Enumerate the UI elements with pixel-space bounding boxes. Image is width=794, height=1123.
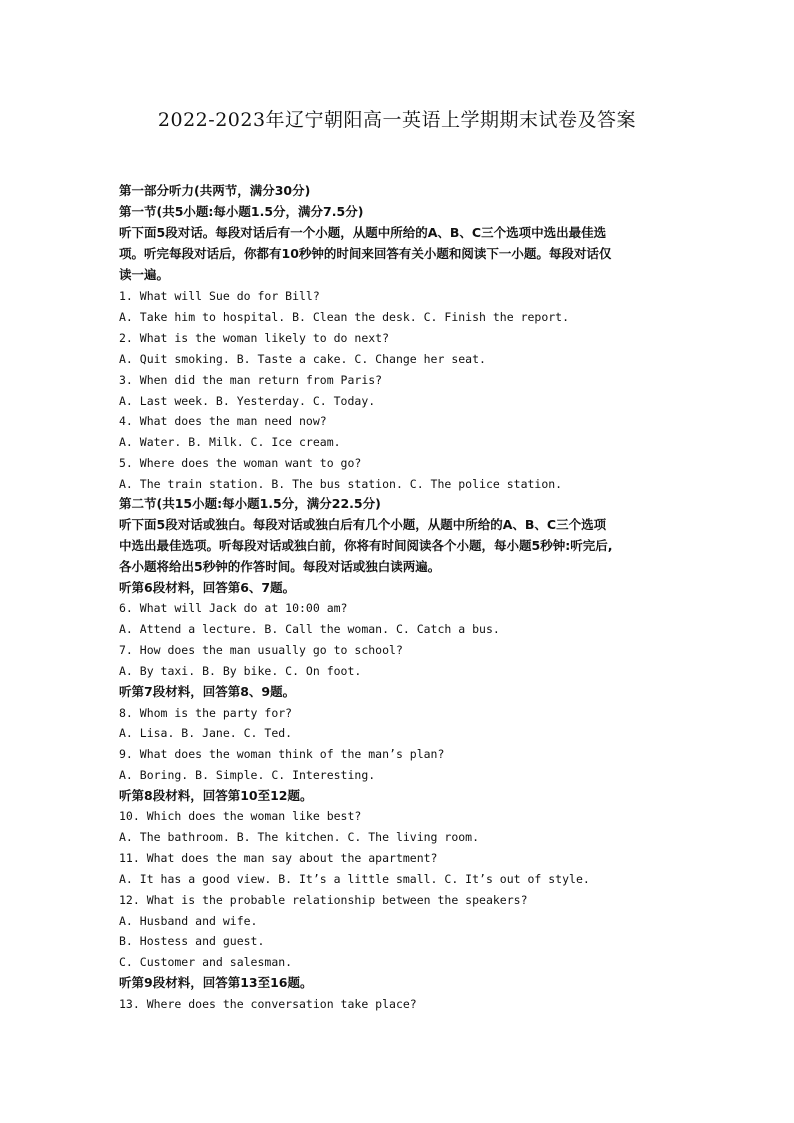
instruction-text: 听下面5段对话。每段对话后有一个小题，从题中所给的A、B、C三个选项中选出最佳选 [119,225,607,240]
answer-options: A. Last week. B. Yesterday. C. Today. [119,394,376,408]
instruction-text: 各小题将给出5秒钟的作答时间。每段对话或独白读两遍。 [119,559,441,574]
question: 3. When did the man return from Paris? [119,373,383,387]
material-heading: 听第8段材料，回答第10至12题。 [119,788,313,803]
answer-options: A. Quit smoking. B. Taste a cake. C. Change her seat. [119,352,486,366]
section-heading: 第一部分听力(共两节，满分30分) [119,183,311,198]
material-heading: 听第9段材料，回答第13至16题。 [119,975,313,990]
instruction-text: 中选出最佳选项。听每段对话或独白前，你将有时间阅读各个小题，每小题5秒钟:听完后, [119,538,613,553]
question: 5. Where does the woman want to go? [119,456,362,470]
instruction-text: 听下面5段对话或独白。每段对话或独白后有几个小题，从题中所给的A、B、C三个选项 [119,517,607,532]
instruction-text: 项。听完每段对话后，你都有10秒钟的时间来回答有关小题和阅读下一小题。每段对话仅 [119,246,612,261]
answer-options: A. Lisa. B. Jane. C. Ted. [119,726,293,740]
answer-options: A. Water. B. Milk. C. Ice cream. [119,435,341,449]
question: 11. What does the man say about the apartment? [119,851,438,865]
question: 10. Which does the woman like best? [119,809,362,823]
answer-option: B. Hostess and guest. [119,934,265,948]
answer-options: A. It has a good view. B. It’s a little small. C. It’s out of style. [119,872,590,886]
answer-options: A. Boring. B. Simple. C. Interesting. [119,768,376,782]
answer-options: A. Attend a lecture. B. Call the woman. C. Catch a bus. [119,622,500,636]
question: 4. What does the man need now? [119,414,327,428]
question: 7. How does the man usually go to school? [119,643,403,657]
instruction-text: 读一遍。 [119,267,170,282]
answer-options: A. The bathroom. B. The kitchen. C. The living room. [119,830,480,844]
question: 12. What is the probable relationship between the speakers? [119,893,528,907]
question: 9. What does the woman think of the man’s plan? [119,747,445,761]
question: 8. Whom is the party for? [119,706,293,720]
question: 1. What will Sue do for Bill? [119,289,320,303]
answer-options: A. By taxi. B. By bike. C. On foot. [119,664,362,678]
section-heading: 第一节(共5小题:每小题1.5分，满分7.5分) [119,204,364,219]
material-heading: 听第7段材料，回答第8、9题。 [119,684,296,699]
page-title: 2022-2023年辽宁朝阳高一英语上学期期末试卷及答案 [157,109,637,131]
answer-options: A. Take him to hospital. B. Clean the desk. C. Finish the report. [119,310,570,324]
question: 13. Where does the conversation take place? [119,997,417,1011]
question: 6. What will Jack do at 10:00 am? [119,601,348,615]
question: 2. What is the woman likely to do next? [119,331,390,345]
section-heading: 第二节(共15小题:每小题1.5分，满分22.5分) [119,496,381,511]
material-heading: 听第6段材料，回答第6、7题。 [119,580,296,595]
answer-option: A. Husband and wife. [119,914,258,928]
answer-option: C. Customer and salesman. [119,955,293,969]
answer-options: A. The train station. B. The bus station. C. The police station. [119,477,563,491]
